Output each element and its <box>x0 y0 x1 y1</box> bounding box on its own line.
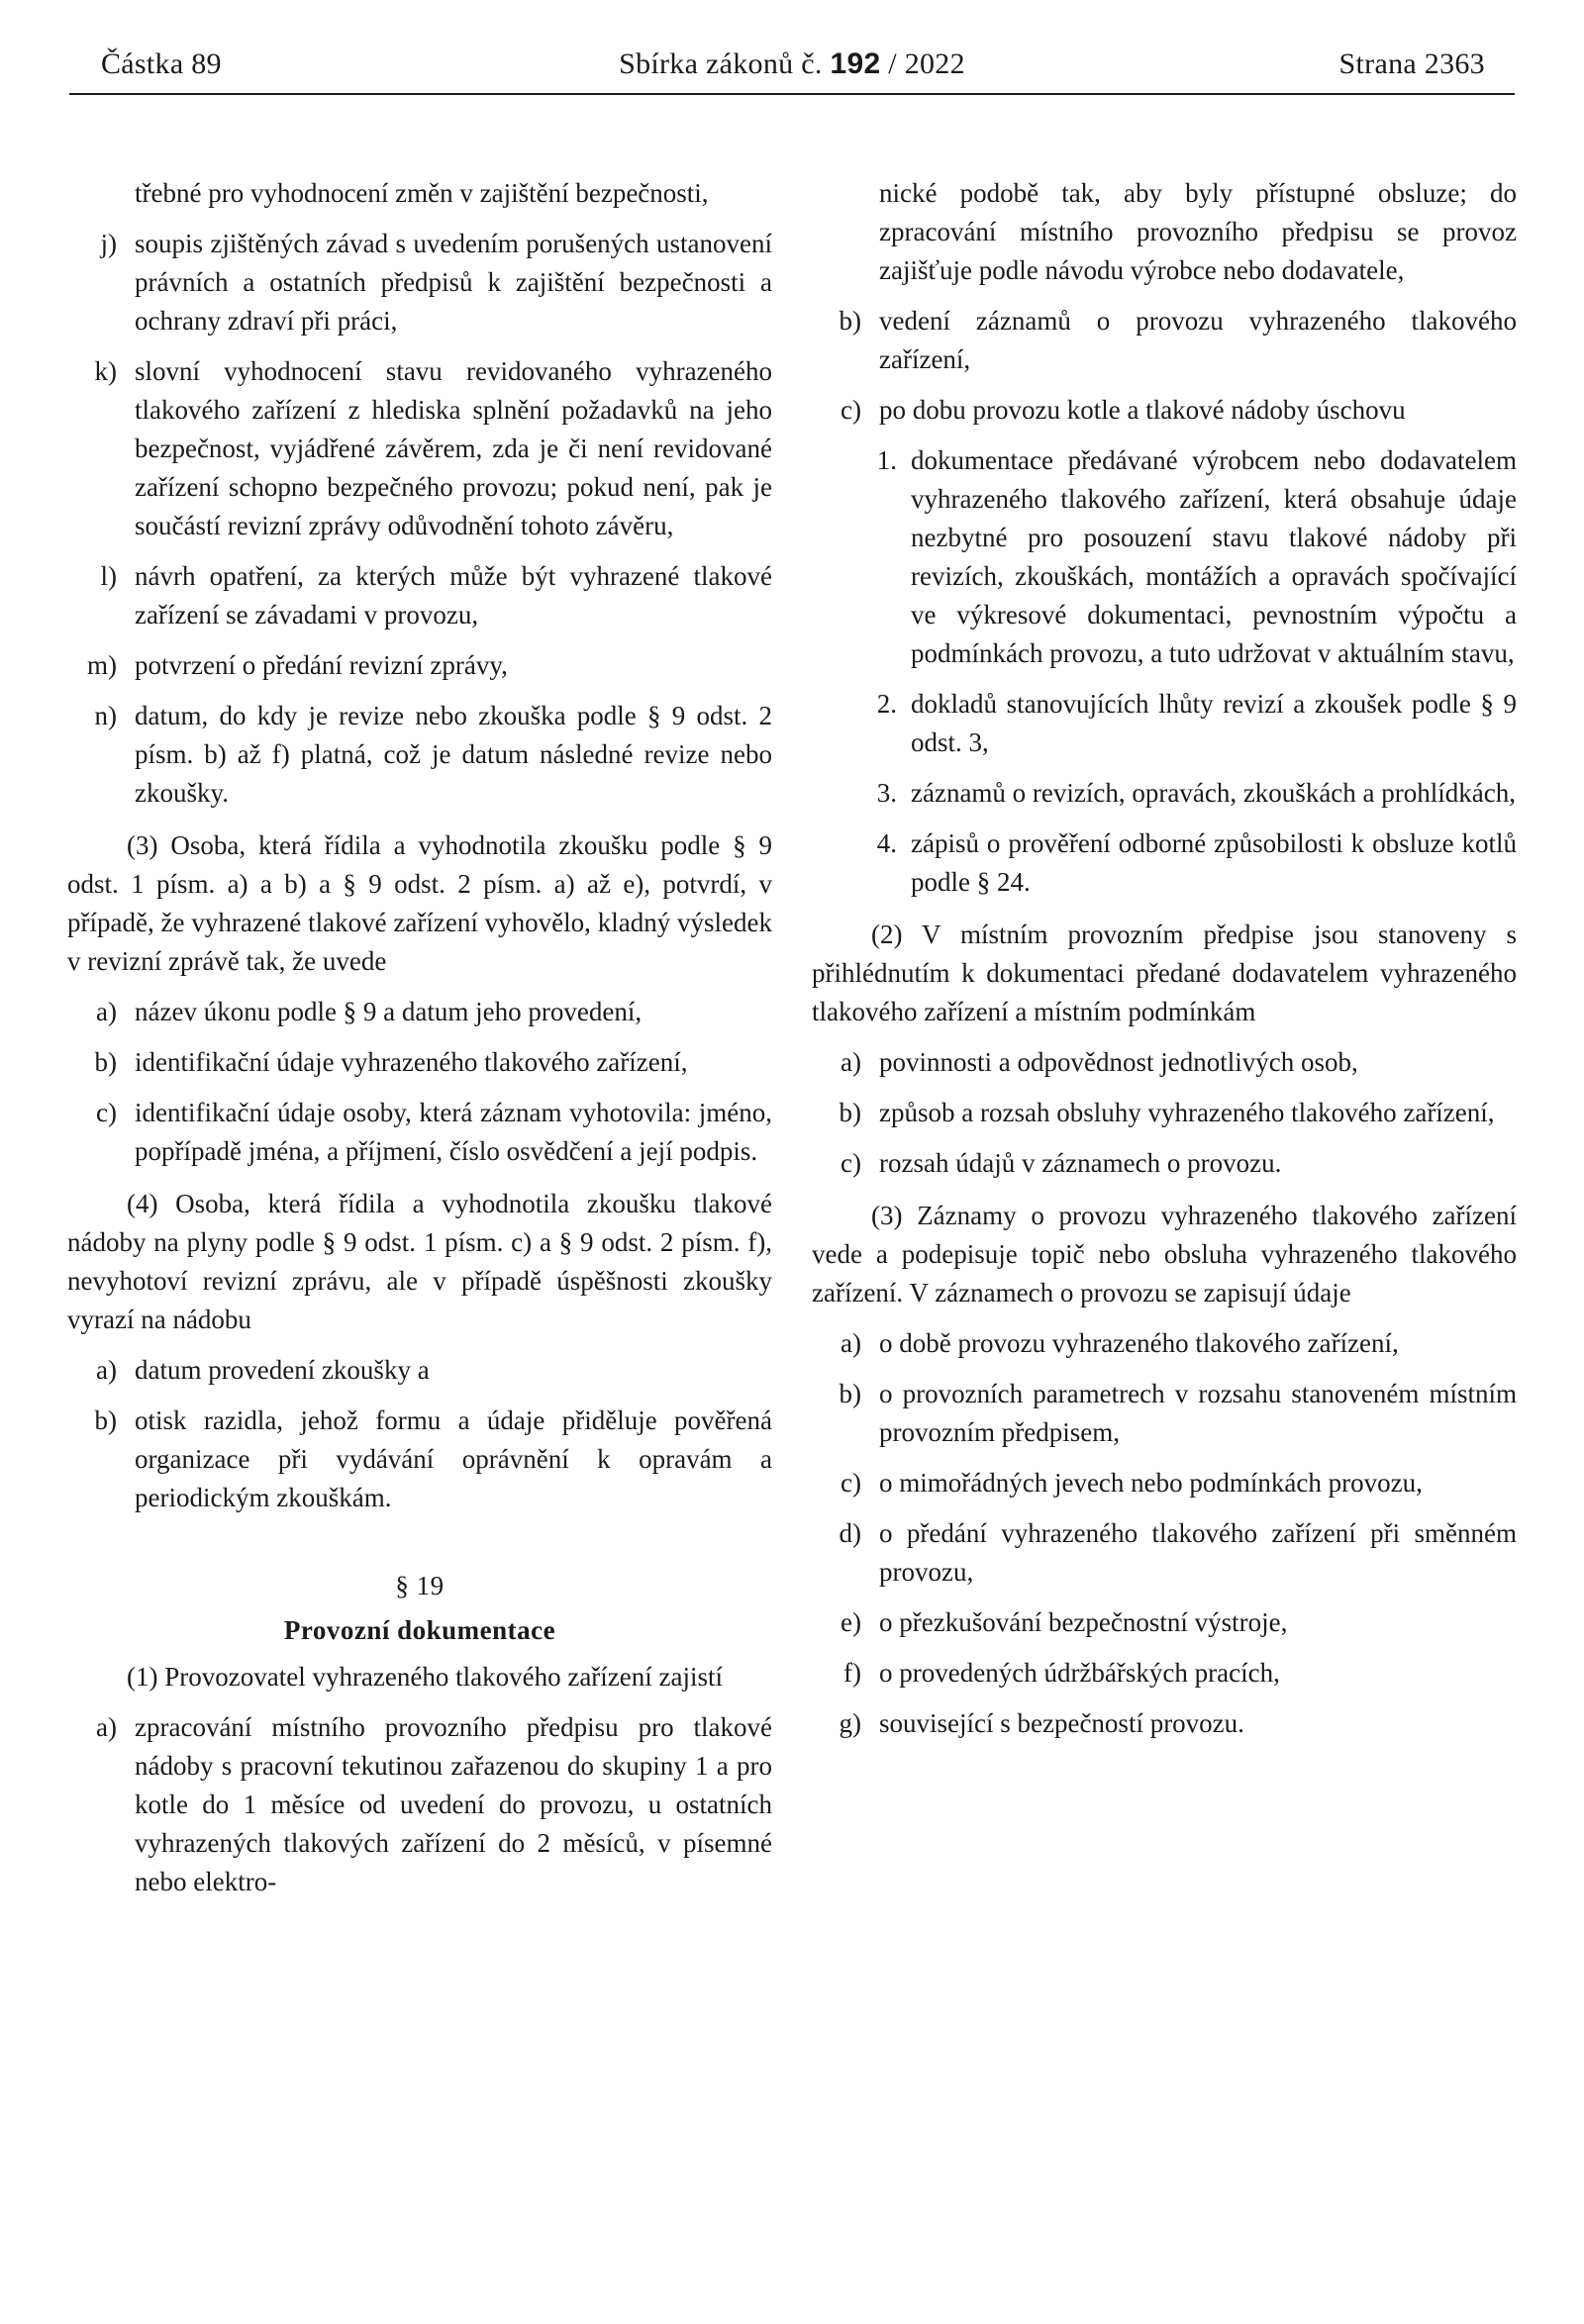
list-item <box>812 1603 1517 1642</box>
list-label: c) <box>841 1468 861 1498</box>
sub-list-item <box>812 824 1517 902</box>
list-text: o mimořádných jevech nebo podmínkách provozu, <box>879 1468 1423 1498</box>
list-label: m) <box>87 650 117 680</box>
list-text: datum, do kdy je revize nebo zkouška podle § 9 odst. 2 písm. b) až f) platná, což je datum následné revize nebo zkoušky. <box>135 701 772 808</box>
list-item <box>67 557 772 634</box>
list-label: b) <box>94 1047 117 1077</box>
list-item <box>67 697 772 813</box>
sub-list-item <box>812 441 1517 673</box>
sub-list-text: dokumentace předávané výrobcem nebo dodavatelem vyhrazeného tlakového zařízení, která obsahuje údaje nezbytné pro posouzení stavu tlakové nádoby při revizích, zkouškách, montážích a opravách spočívající ve výkresové dokumentaci, pevnostním výpočtu a podmínkách provozu, a tuto udržovat v aktuálním stavu, <box>911 445 1517 668</box>
list-label: g) <box>839 1708 861 1738</box>
sub-list-text: záznamů o revizích, opravách, zkouškách a prohlídkách, <box>911 778 1516 808</box>
list-item <box>812 391 1517 430</box>
collection-year: / 2022 <box>888 48 965 80</box>
section-19-paragraph-1: (1) Provozovatel vyhrazeného tlakového zařízení zajistí <box>127 1662 724 1692</box>
list-item <box>812 1464 1517 1502</box>
list-text: zpracování místního provozního předpisu pro tlakové nádoby s pracovní tekutinou zařazenou do skupiny 1 a pro kotle do 1 měsíce od uvedení do provozu, u ostatních vyhrazených tlakových zařízení do 2 měsíců, v písemné nebo elektro- <box>135 1712 772 1896</box>
paragraph-3-right: (3) Záznamy o provozu vyhrazeného tlakového zařízení vede a podepisuje topič nebo obsluha vyhrazeného tlakového zařízení. V záznamech o provozu se zapisují údaje <box>812 1201 1517 1307</box>
right-column <box>812 174 1517 1755</box>
sub-list-label: 4. <box>876 828 897 858</box>
list-label: a) <box>96 1712 117 1742</box>
collection-title <box>69 48 1515 81</box>
list-label: b) <box>839 306 861 336</box>
continued-item-a: nické podobě tak, aby byly přístupné obsluze; do zpracování místního provozního předpisu se provoz zajišťuje podle návodu výrobce nebo dodavatele, <box>879 178 1517 285</box>
sub-list-label: 2. <box>876 689 897 719</box>
paragraph-2: (2) V místním provozním předpise jsou stanoveny s přihlédnutím k dokumentaci předané dodavatelem vyhrazeného tlakového zařízení a místním podmínkám <box>812 920 1517 1026</box>
list-label: b) <box>94 1405 117 1435</box>
list-label: a) <box>96 1355 117 1385</box>
list-item <box>67 1094 772 1171</box>
list-item <box>67 1708 772 1901</box>
sub-list-text: dokladů stanovujících lhůty revizí a zkoušek podle § 9 odst. 3, <box>911 689 1517 757</box>
list-item <box>812 1144 1517 1183</box>
issue-part: Částka 89 <box>101 48 222 80</box>
sub-list-label: 1. <box>876 445 897 475</box>
list-item <box>67 1351 772 1390</box>
list-label: f) <box>843 1658 861 1688</box>
left-column <box>67 174 772 1913</box>
list-text: povinnosti a odpovědnost jednotlivých osob, <box>879 1047 1358 1077</box>
sub-list-label: 3. <box>876 778 897 808</box>
sub-list-text: zápisů o prověření odborné způsobilosti k obsluze kotlů podle § 24. <box>911 828 1517 897</box>
list-label: a) <box>841 1047 861 1077</box>
sub-list-item <box>812 685 1517 762</box>
list-label: l) <box>100 561 117 591</box>
list-text: slovní vyhodnocení stavu revidovaného vyhrazeného tlakového zařízení z hlediska splnění požadavků na jeho bezpečnost, vyjádřené závěrem, zda je či není revidované zařízení schopno bezpečného provozu; pokud není, pak je součástí revizní zprávy odůvodnění tohoto závěru, <box>135 356 772 540</box>
section-title: Provozní dokumentace <box>283 1615 556 1645</box>
collection-prefix: Sbírka zákonů č. <box>619 48 823 80</box>
list-item <box>67 352 772 545</box>
list-label: n) <box>94 701 117 730</box>
list-text: identifikační údaje vyhrazeného tlakového zařízení, <box>135 1047 688 1077</box>
list-text: datum provedení zkoušky a <box>135 1355 430 1385</box>
list-label: b) <box>839 1379 861 1408</box>
list-label: c) <box>841 1148 861 1178</box>
list-text: o předání vyhrazeného tlakového zařízení při směnném provozu, <box>879 1518 1517 1587</box>
list-label: b) <box>839 1098 861 1127</box>
sub-list-item <box>812 774 1517 813</box>
paragraph-3: (3) Osoba, která řídila a vyhodnotila zkoušku podle § 9 odst. 1 písm. a) a b) a § 9 odst. 2 písm. a) až e), potvrdí, v případě, že vyhrazené tlakové zařízení vyhovělo, kladný výsledek v revizní zprávě tak, že uvede <box>67 830 772 976</box>
list-text: soupis zjištěných závad s uvedením porušených ustanovení právních a ostatních předpisů k zajištění bezpečnosti a ochrany zdraví při práci, <box>135 229 772 336</box>
list-item <box>67 1402 772 1517</box>
section-number: § 19 <box>395 1571 445 1600</box>
list-item <box>67 646 772 685</box>
list-text: identifikační údaje osoby, která záznam vyhotovila: jméno, popřípadě jména, a příjmení, číslo osvědčení a její podpis. <box>135 1098 772 1166</box>
list-label: e) <box>841 1607 861 1637</box>
list-label: c) <box>96 1098 117 1127</box>
list-text: název úkonu podle § 9 a datum jeho provedení, <box>135 997 643 1026</box>
continued-item-i: třebné pro vyhodnocení změn v zajištění bezpečnosti, <box>135 178 709 208</box>
list-label: a) <box>96 997 117 1026</box>
list-item <box>812 1375 1517 1452</box>
list-text: související s bezpečností provozu. <box>879 1708 1244 1738</box>
paragraph-4: (4) Osoba, která řídila a vyhodnotila zkoušku tlakové nádoby na plyny podle § 9 odst. 1 písm. c) a § 9 odst. 2 písm. f), nevyhotoví revizní zprávu, ale v případě úspěšnosti zkoušky vyrazí na nádobu <box>67 1189 772 1334</box>
list-item <box>812 1704 1517 1743</box>
list-text: potvrzení o předání revizní zprávy, <box>135 650 508 680</box>
list-text: o provozních parametrech v rozsahu stanoveném místním provozním předpisem, <box>879 1379 1517 1447</box>
list-item <box>812 1094 1517 1132</box>
collection-number: 192 <box>830 48 881 80</box>
list-item <box>812 302 1517 379</box>
list-item <box>67 225 772 340</box>
page-header <box>69 44 1515 95</box>
list-item <box>812 1654 1517 1693</box>
list-label: j) <box>100 229 117 258</box>
list-text: o přezkušování bezpečnostní výstroje, <box>879 1607 1288 1637</box>
list-text: o provedených údržbářských pracích, <box>879 1658 1280 1688</box>
list-item <box>812 1514 1517 1592</box>
list-text: o době provozu vyhrazeného tlakového zařízení, <box>879 1328 1399 1358</box>
list-label: k) <box>94 356 117 386</box>
list-text: způsob a rozsah obsluhy vyhrazeného tlakového zařízení, <box>879 1098 1495 1127</box>
list-item <box>67 993 772 1031</box>
list-label: c) <box>841 395 861 425</box>
list-text: návrh opatření, za kterých může být vyhrazené tlakové zařízení se závadami v provozu, <box>135 561 772 629</box>
list-item <box>67 1043 772 1082</box>
list-text: rozsah údajů v záznamech o provozu. <box>879 1148 1282 1178</box>
list-label: a) <box>841 1328 861 1358</box>
list-label: d) <box>839 1518 861 1548</box>
list-item <box>812 1043 1517 1082</box>
list-item <box>812 1324 1517 1363</box>
list-text: po dobu provozu kotle a tlakové nádoby úschovu <box>879 395 1406 425</box>
page-number: Strana 2363 <box>1338 48 1485 80</box>
list-text: vedení záznamů o provozu vyhrazeného tlakového zařízení, <box>879 306 1517 374</box>
list-text: otisk razidla, jehož formu a údaje přiděluje pověřená organizace při vydávání oprávnění k opravám a periodickým zkouškám. <box>135 1405 772 1512</box>
